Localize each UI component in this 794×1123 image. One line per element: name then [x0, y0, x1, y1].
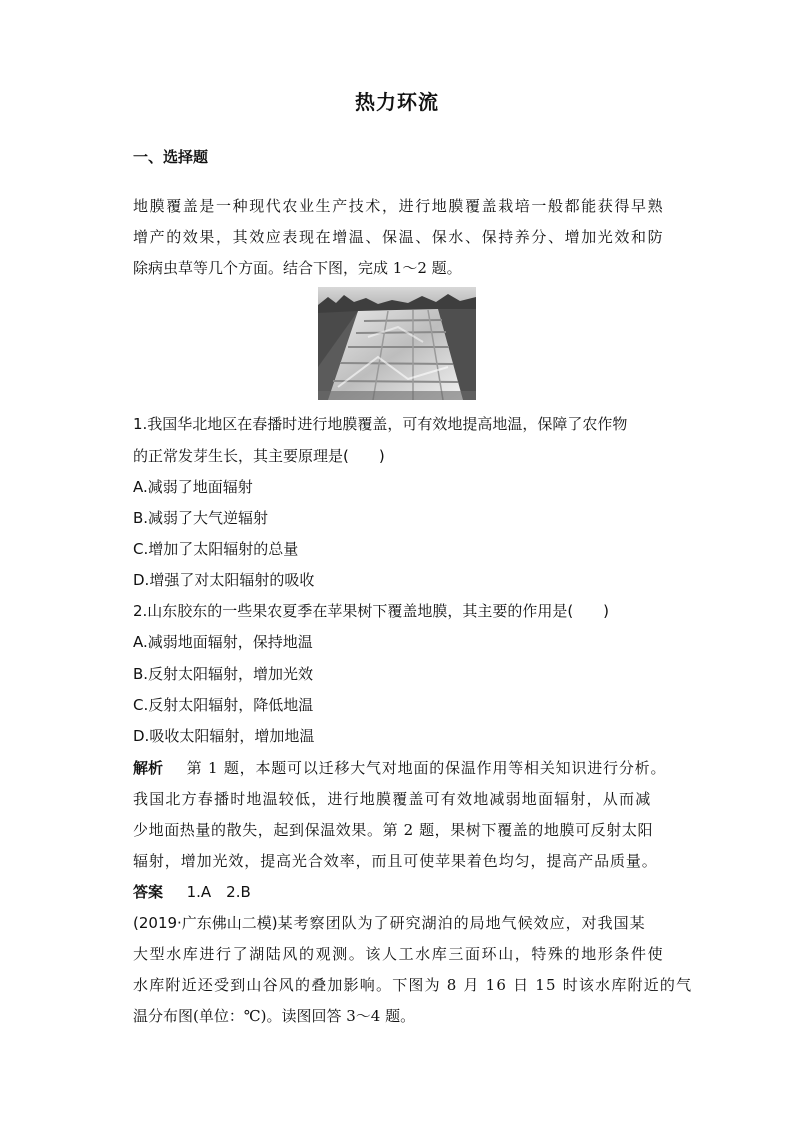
passage-source: (2019·广东佛山二模)	[133, 914, 278, 932]
passage-line-4: 温分布图(单位：℃)。读图回答 3～4 题。	[133, 1007, 416, 1025]
q1-stem-line-1: 1.我国华北地区在春播时进行地膜覆盖，可有效地提高地温，保障了农作物	[133, 415, 628, 433]
passage-line-1: 某考察团队为了研究湖泊的局地气候效应，对我国某	[277, 914, 646, 932]
answer-label: 答案	[133, 883, 164, 901]
intro-line-3: 除病虫草等几个方面。结合下图，完成 1～2 题。	[133, 259, 462, 277]
q1-option-a: A.减弱了地面辐射	[133, 478, 253, 496]
intro-line-2: 增产的效果，其效应表现在增温、保温、保水、保持养分、增加光效和防	[133, 228, 665, 246]
passage-line-3: 水库附近还受到山谷风的叠加影响。下图为 8 月 16 日 15 时该水库附近的气	[133, 976, 693, 994]
analysis-first-line	[133, 757, 666, 778]
q1-option-c: C.增加了太阳辐射的总量	[133, 540, 299, 558]
q1-stem-line-2: 的正常发芽生长，其主要原理是( )	[133, 447, 385, 465]
analysis-label: 解析	[133, 759, 164, 777]
q2-option-a: A.减弱地面辐射，保持地温	[133, 633, 313, 651]
q2-option-d: D.吸收太阳辐射，增加地温	[133, 727, 315, 745]
q2-stem: 2.山东胶东的一些果农夏季在苹果树下覆盖地膜，其主要的作用是( )	[133, 602, 610, 620]
page-title: 热力环流	[355, 90, 439, 114]
section-heading: 一、选择题	[133, 148, 209, 166]
q1-option-b: B.减弱了大气逆辐射	[133, 509, 269, 527]
analysis-line-1: 第 1 题，本题可以迁移大气对地面的保温作用等相关知识进行分析。	[186, 759, 667, 777]
passage-line-2: 大型水库进行了湖陆风的观测。该人工水库三面环山，特殊的地形条件使	[133, 945, 665, 963]
q1-option-d: D.增强了对太阳辐射的吸收	[133, 571, 315, 589]
passage-first-line	[133, 912, 646, 933]
answer-line	[133, 881, 251, 902]
analysis-line-3: 少地面热量的散失，起到保温效果。第 2 题，果树下覆盖的地膜可反射太阳	[133, 821, 654, 839]
intro-line-1: 地膜覆盖是一种现代农业生产技术，进行地膜覆盖栽培一般都能获得早熟	[133, 197, 665, 215]
answer-text: 1.A 2.B	[186, 883, 251, 901]
q2-option-b: B.反射太阳辐射，增加光效	[133, 665, 314, 683]
analysis-line-2: 我国北方春播时地温较低，进行地膜覆盖可有效地减弱地面辐射，从而减	[133, 790, 652, 808]
analysis-line-4: 辐射，增加光效，提高光合效率，而且可使苹果着色均匀，提高产品质量。	[133, 852, 658, 870]
mulch-field-photo	[318, 287, 476, 400]
q2-option-c: C.反射太阳辐射，降低地温	[133, 696, 314, 714]
